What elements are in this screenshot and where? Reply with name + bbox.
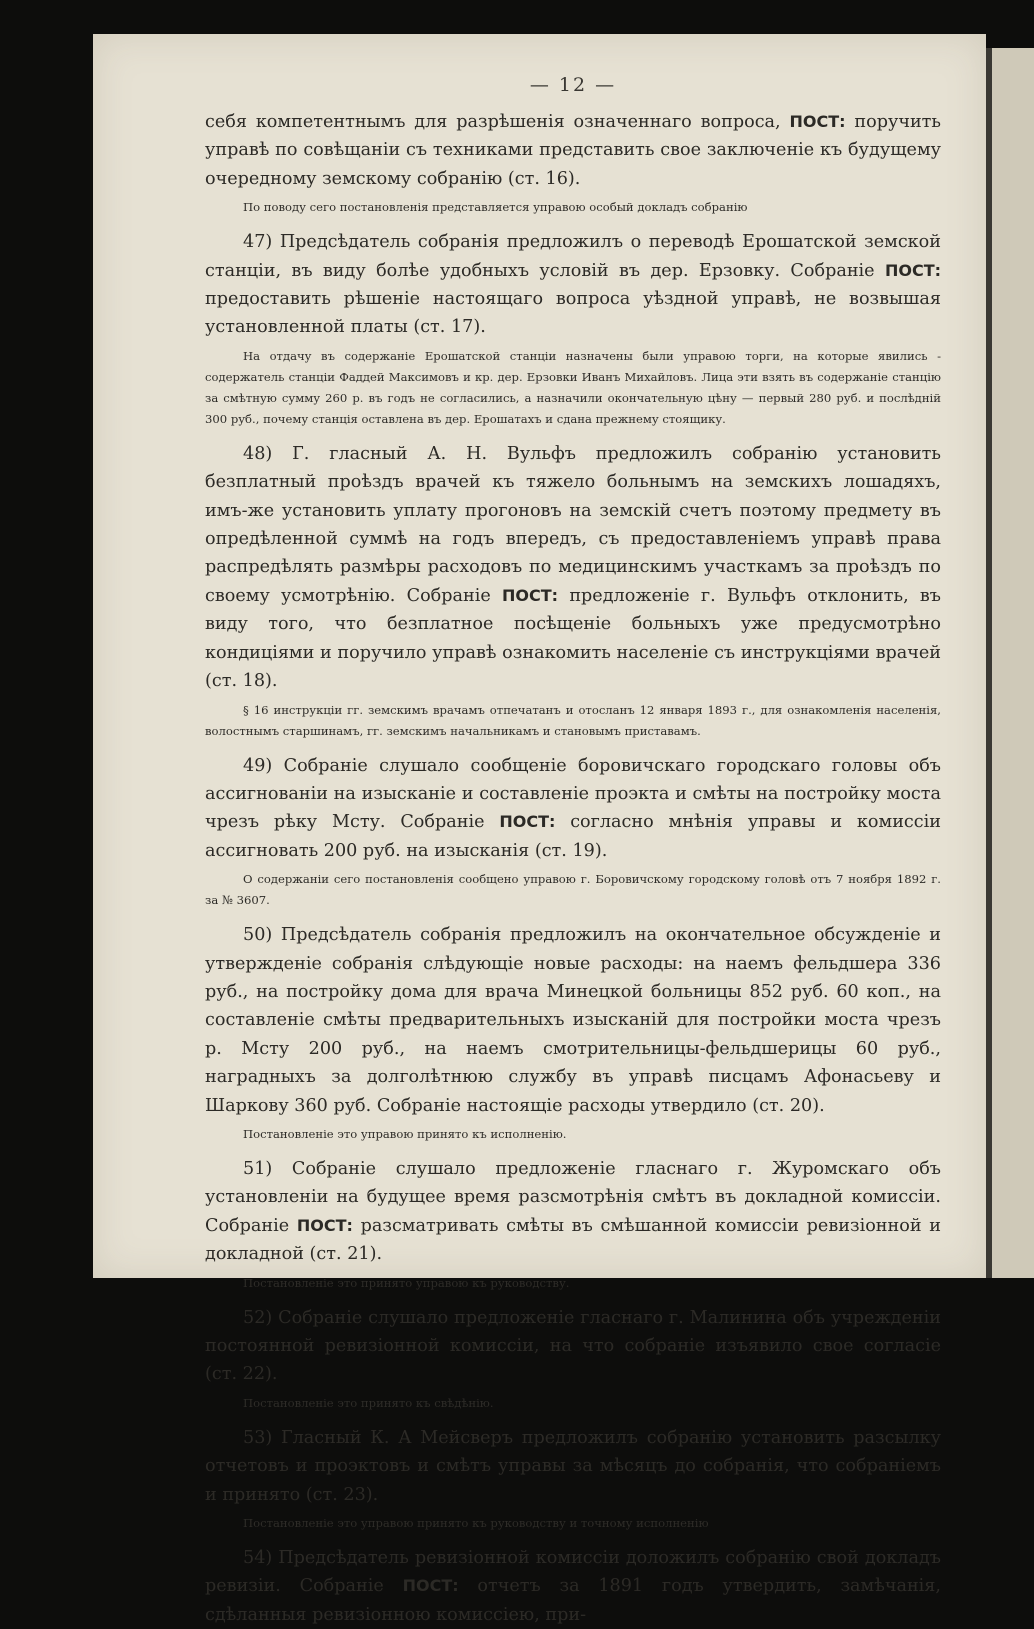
footnote-remark: По поводу сего постановленія представляется управою особый докладъ собранію xyxy=(243,200,748,215)
resolution-marker: ПОСТ: xyxy=(296,1215,353,1235)
paragraph-text: 53) Гласный К. А Мейсверъ предложилъ собранію установить разсылку отчетовъ и проэктовъ и смѣтъ управы за мѣсяцъ до собранія, что собраніемъ и принято (ст. 23). xyxy=(205,1427,941,1505)
paragraph-text: 49) Собраніе слушало сообщеніе боровичскаго городскаго головы объ ассигнованіи на изысканіе и составленіе проэкта и смѣты на постройку моста чрезъ рѣку Мсту. Собраніе xyxy=(205,755,941,833)
page-number: — 12 — xyxy=(529,74,617,96)
paragraph-text: согласно мнѣнія управы и комиссіи ассигновать 200 руб. на изысканія (ст. 19). xyxy=(205,812,941,861)
paragraph xyxy=(205,1544,941,1629)
paragraph-text: себя компетентнымъ для разрѣшенія означеннаго вопроса, xyxy=(205,112,790,132)
paragraph xyxy=(205,752,941,866)
paragraph-text: предложеніе г. Вульфъ отклонить, въ виду того, что безплатное посѣщеніе больныхъ уже предусмотрѣно кондиціями и поручило управѣ ознакомить населеніе съ инструкціями врачей (ст. 18). xyxy=(205,585,941,692)
footnote-remark: Постановленіе это принято къ свѣдѣнію. xyxy=(243,1395,494,1410)
resolution-marker: ПОСТ: xyxy=(402,1576,459,1596)
paragraph xyxy=(205,108,941,193)
paragraph-text: предоставить рѣшеніе настоящаго вопроса уѣздной управѣ, не возвышая установленной платы (ст. 17). xyxy=(205,289,941,338)
resolution-marker: ПОСТ: xyxy=(789,112,846,131)
footnote-remark: Постановленіе это управою принято къ исполненію. xyxy=(243,1126,567,1141)
text-body xyxy=(205,108,941,1629)
footnote-remark: На отдачу въ содержаніе Ерошатской станціи назначены были управою торги, на которые явились - содержатель станціи Фаддей Максимовъ и кр. дер. Ерзовки Иванъ Михайловъ. Лица эти взять въ содержаніе станцію за смѣтную сумму 260 р. въ годъ не согласились, а назначили окончательную цѣну — первый 280 руб. и послѣдній 300 руб., почему станція оставлена въ дер. Ерошатахъ и сдана прежнему стоящику. xyxy=(205,348,941,426)
resolution-marker: ПОСТ: xyxy=(499,812,556,832)
footnote-remark: О содержаніи сего постановленія сообщено управою г. Боровичскому городскому головѣ отъ 7 ноября 1892 г. за № 3607. xyxy=(205,872,941,908)
paragraph-text: 47) Предсѣдатель собранія предложилъ о переводѣ Ерошатской земской станціи, въ виду болѣе удобныхъ условій въ дер. Ерзовку. Собраніе xyxy=(205,232,941,281)
paragraph-text: поручить управѣ по совѣщаніи съ техниками представить свое заключеніе къ будущему очередному земскому собранію (ст. 16). xyxy=(205,112,941,189)
footnote-remark: Постановленіе это управою принято къ руководству и точному исполненію xyxy=(243,1516,709,1531)
footnote-remark: § 16 инструкціи гг. земскимъ врачамъ отпечатанъ и отосланъ 12 января 1893 г., для ознакомленія населенія, волостнымъ старшинамъ, гг. земскимъ начальникамъ и становымъ приставамъ. xyxy=(205,702,941,738)
page-content xyxy=(205,74,941,1629)
paragraph-text: 52) Собраніе слушало предложеніе гласнаго г. Малинина объ учрежденіи постоянной ревизіонной комиссіи, на что собраніе изъявило свое согласіе (ст. 22). xyxy=(205,1307,941,1385)
paragraph-text: 48) Г. гласный А. Н. Вульфъ предложилъ собранію установить безплатный проѣздъ врачей къ тяжело больнымъ на земскихъ лошадяхъ, имъ-же установить уплату прогоновъ на земскій счетъ поэтому предмету въ опредѣленной суммѣ на годъ впередъ, съ предоставленіемъ управѣ права распредѣлять размѣры расходовъ по медицинскимъ участкамъ за проѣздъ по своему усмотрѣнію. Собраніе xyxy=(205,443,941,606)
paragraph xyxy=(205,921,941,1120)
resolution-marker: ПОСТ: xyxy=(884,260,941,280)
paragraph-text: 54) Предсѣдатель ревизіонной комиссіи доложилъ собранію свой докладъ ревизіи. Собраніе xyxy=(205,1548,941,1597)
paragraph xyxy=(205,440,941,696)
paragraph xyxy=(205,1155,941,1269)
paragraph xyxy=(205,1424,941,1509)
paragraph-text: разсматривать смѣты въ смѣшанной комиссіи ревизіонной и докладной (ст. 21). xyxy=(205,1215,941,1265)
paragraph xyxy=(205,228,941,342)
document-page xyxy=(93,34,986,1625)
footnote-remark: Постановленіе это принято управою къ руководству. xyxy=(243,1275,570,1290)
paragraph-text: 50) Предсѣдатель собранія предложилъ на окончательное обсужденіе и утвержденіе собранія слѣдующіе новые расходы: на наемъ фельдшера 336 руб., на постройку дома для врача Минецкой больницы 852 руб. 60 коп., на составленіе смѣты предварительныхъ изысканій для постройки моста чрезъ р. Мсту 200 руб., на наемъ смотрительницы-фельдшерицы 60 руб., наградныхъ за долголѣтнюю службу въ управѣ писцамъ Афонасьеву и Шаркову 360 руб. Собраніе настоящіе расходы утвердило (ст. 20). xyxy=(205,925,941,1116)
paragraph-text: отчетъ за 1891 годъ утвердить, замѣчанія, сдѣланныя ревизіонною комиссіею, при- xyxy=(205,1576,941,1625)
paragraph-text: 51) Собраніе слушало предложеніе гласнаго г. Журомскаго объ установленіи на будущее время разсмотрѣнія смѣтъ въ докладной комиссіи. Собраніе xyxy=(205,1158,941,1236)
next-page-edge xyxy=(986,48,1034,1278)
resolution-marker: ПОСТ: xyxy=(502,585,559,605)
paragraph xyxy=(205,1304,941,1389)
